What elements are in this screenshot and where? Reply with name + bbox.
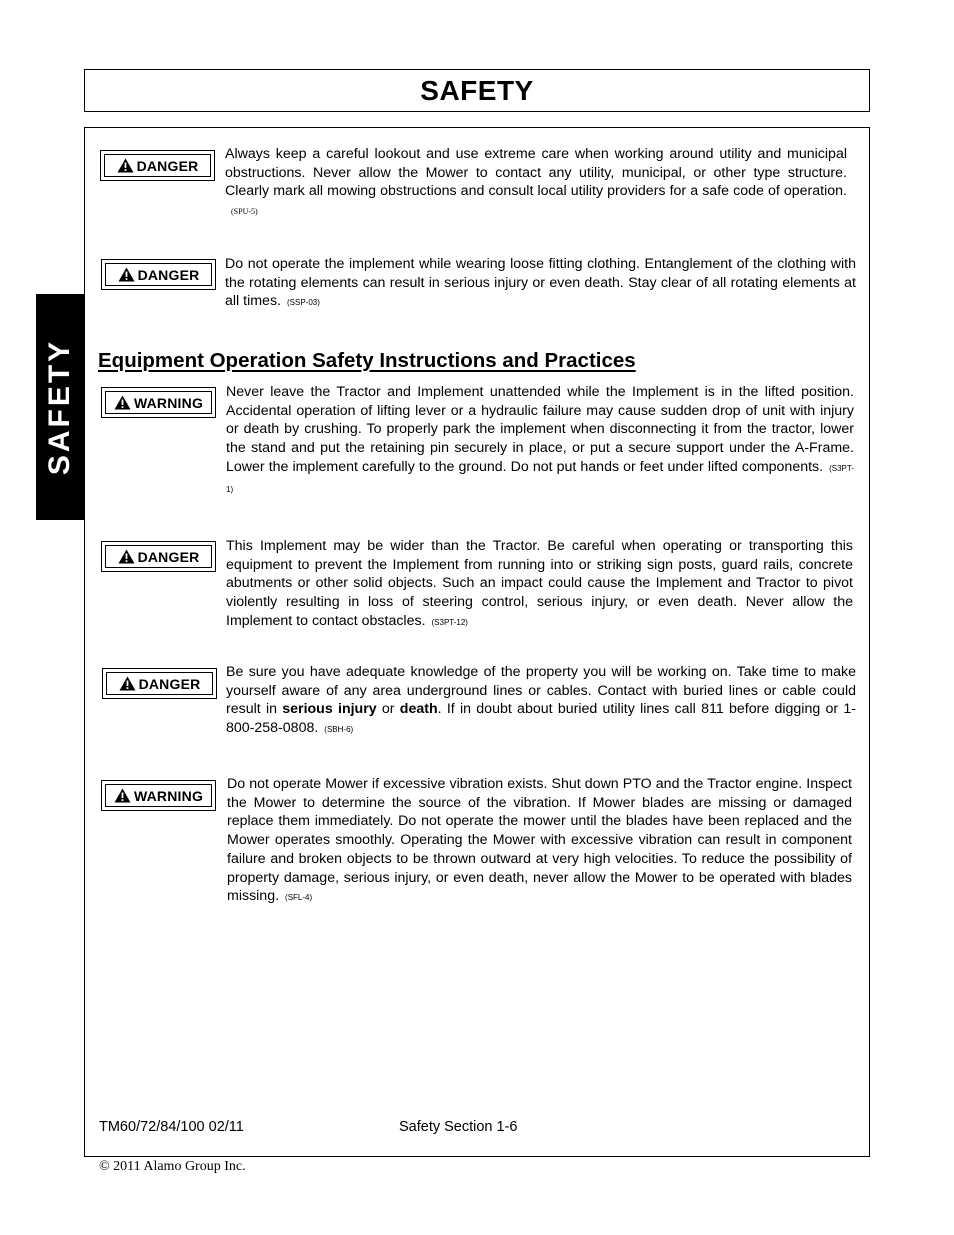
message-text: Be sure you have adequate knowledge of the property you will be working on. Take time to make yourself aware of any area underground lines or cables. Contact with buried lines or cable could result in [226, 664, 856, 718]
safety-message [226, 663, 856, 740]
warning-triangle-icon [114, 788, 131, 803]
reference-code: (SBH-6) [324, 725, 354, 735]
safety-message [226, 383, 854, 499]
warning-badge [101, 387, 216, 418]
badge-label: WARNING [133, 394, 204, 411]
warning-badge [101, 780, 216, 811]
badge-label: DANGER [138, 675, 201, 692]
reference-code: (SSP-03) [286, 298, 320, 308]
message-text: Always keep a careful lookout and use extreme care when working around utility and municipal obstructions. Never allow the Mower to contact any utility, municipal, or other type structure. Clearly mark all mowing obstructions and consult local utility providers for a safe code of operation. [225, 146, 847, 200]
reference-code: (SPU-5) [231, 207, 258, 217]
reference-code: (S3PT-12) [431, 617, 468, 627]
badge-label: DANGER [137, 548, 200, 565]
badge-label: DANGER [136, 157, 199, 174]
message-text: Never leave the Tractor and Implement unattended while the Implement is in the lifted position. Accidental operation of lifting lever or a hydraulic failure may cause sudden drop of unit with injury or death by crushing. To properly park the implement when disconnecting it from the tractor, lower the stand and put the retaining pin securely in place, or put a secure support under the A-Frame. Lower the implement carefully to the ground. Do not put hands or feet under lifted components. [226, 384, 854, 475]
warning-triangle-icon [114, 395, 131, 410]
section-heading: Equipment Operation Safety Instructions and Practices [98, 349, 636, 372]
header-box [84, 69, 870, 112]
badge-frame [105, 784, 212, 807]
danger-badge [102, 668, 217, 699]
warning-triangle-icon [118, 549, 135, 564]
copyright: © 2011 Alamo Group Inc. [99, 1159, 246, 1174]
emphasis-text: death [399, 701, 438, 718]
safety-message [225, 255, 856, 313]
emphasis-text: serious injury [282, 701, 377, 718]
badge-frame [104, 154, 211, 177]
badge-frame [105, 391, 212, 414]
side-tab-label: SAFETY [43, 338, 77, 476]
warning-triangle-icon [118, 267, 135, 282]
danger-badge [101, 541, 216, 572]
reference-code: (SFL-4) [285, 893, 313, 903]
side-tab [36, 294, 85, 520]
footer-model: TM60/72/84/100 02/11 [99, 1119, 244, 1135]
message-text: or [376, 701, 400, 718]
badge-frame [106, 672, 213, 695]
badge-frame [105, 263, 212, 286]
badge-label: WARNING [133, 787, 204, 804]
warning-triangle-icon [117, 158, 134, 173]
reference-code: (S3PT-1) [226, 463, 854, 494]
message-text: Do not operate the implement while wearing loose fitting clothing. Entanglement of the clothing with the rotating elements can result in serious injury or even death. Stay clear of all rotating elements at all times. [225, 256, 856, 310]
footer-page-number: Safety Section 1-6 [399, 1119, 518, 1135]
message-text: This Implement may be wider than the Tractor. Be careful when operating or transporting this equipment to prevent the Implement from running into or striking sign posts, guard rails, concrete abutments or other solid objects. Such an impact could cause the Implement and Tractor to pivot violently resulting in loss of steering control, serious injury, or even death. Never allow the Implement to contact obstacles. [226, 538, 853, 629]
danger-badge [101, 259, 216, 290]
danger-badge [100, 150, 215, 181]
safety-message [225, 145, 847, 222]
message-text: . If in doubt about buried utility lines call 811 before digging or 1-800-258-0808. [226, 701, 856, 737]
safety-message [226, 537, 853, 633]
page-title: SAFETY [420, 74, 534, 106]
warning-triangle-icon [119, 676, 136, 691]
badge-frame [105, 545, 212, 568]
badge-label: DANGER [137, 266, 200, 283]
message-text: Do not operate Mower if excessive vibration exists. Shut down PTO and the Tractor engine. Inspect the Mower to determine the source of the vibration. If Mower blades are missing or damaged replace them immediately. Do not operate the mower until the blades have been replaced and the Mower operates smoothly. Operating the Mower with excessive vibration can result in component failure and broken objects to be thrown outward at very high velocities. To reduce the possibility of property damage, serious injury, or even death, never allow the Mower to be operated with blades missing. [227, 776, 852, 905]
safety-message [227, 775, 852, 908]
